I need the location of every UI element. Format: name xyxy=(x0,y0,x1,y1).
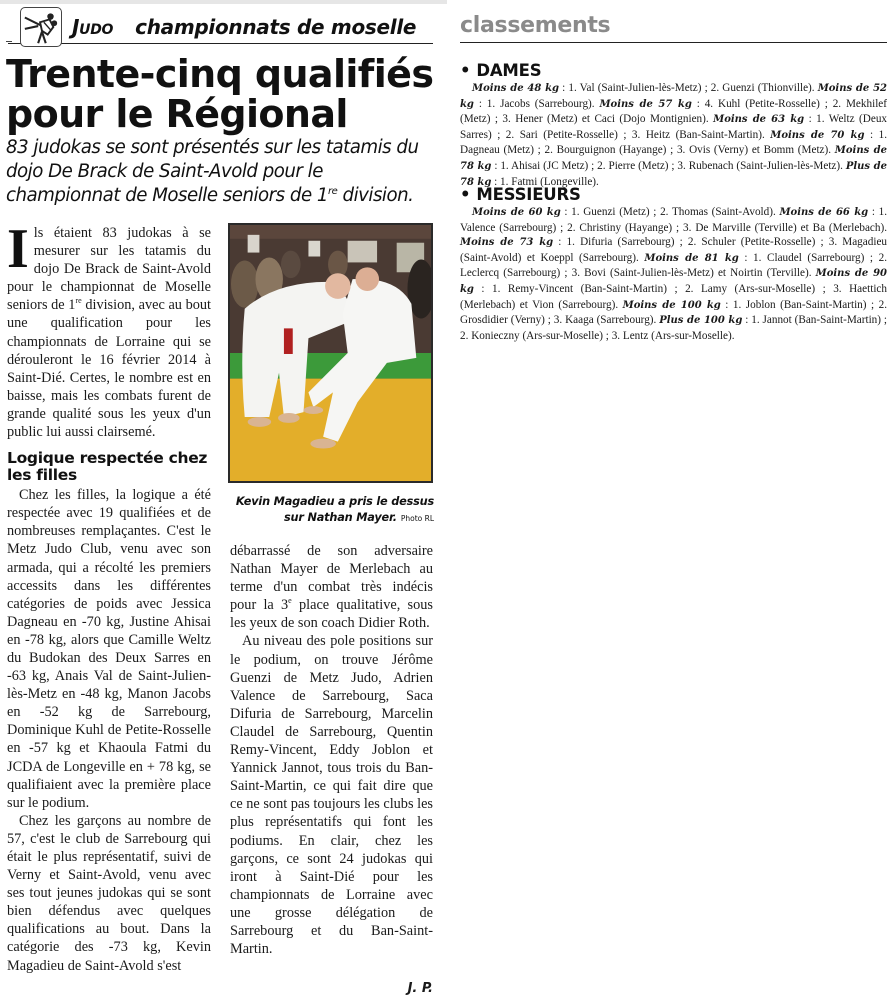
category-results: : 1. Val (Saint-Julien-lès-Metz) ; 2. Guenzi (Thionville). xyxy=(559,82,818,94)
weight-category: Moins de 60 kg xyxy=(472,207,561,218)
category-results: : 1. Difuria (Sarrebourg) ; 2. Schuler (Petite-Rosselle) ; 3. Magadieu (Saint-Avold) et Koeppl (Sarrebourg). xyxy=(460,236,888,264)
weight-category: Moins de 90 kg xyxy=(460,268,887,295)
judo-pictogram-icon xyxy=(20,7,62,47)
intro-paragraph xyxy=(7,218,212,441)
author-signature: J. P. xyxy=(407,981,433,997)
rubric-category: Judo xyxy=(72,15,114,39)
rank-section-dames xyxy=(460,61,887,190)
category-results: : 1. Fatmi (Longeville). xyxy=(491,175,599,188)
weight-category: Moins de 70 kg xyxy=(770,129,865,141)
category-results: : 1. Weltz (Deux Sarres) ; 2. Sari (Petite-Rosselle) ; 3. Heitz (Ban-Saint-Martin). xyxy=(460,113,888,141)
article-column-2 xyxy=(230,542,433,998)
weight-category: Moins de 66 kg xyxy=(779,207,869,218)
category-results: : 1. Jannot (Ban-Saint-Martin) ; 2. Konieczny (Ars-sur-Moselle) ; 3. Lentz (Ars-sur-Moselle). xyxy=(460,314,888,342)
rank-heading xyxy=(460,61,887,81)
bullet-icon: • xyxy=(460,61,471,80)
category-results: : 1. Claudel (Sarrebourg) ; 2. Leclercq (Sarrebourg) ; 3. Bovi (Saint-Julien-lès-Metz) et Noirtin (Terville). xyxy=(460,251,887,280)
article-column-1 xyxy=(7,218,212,975)
category-results: : 4. Kuhl (Petite-Rosselle) ; 2. Mekhilef (Metz) ; 3. Hener (Metz) et Caci (Dojo Montignien). xyxy=(460,97,887,126)
weight-category: Moins de 78 kg xyxy=(460,145,887,172)
rank-body xyxy=(460,205,887,343)
paragraph-podium: Au niveau des pole positions sur le podium, on trouve Jérôme Guenzi de Metz Judo, Adrien Valence de Sarrebourg, Saca Difuria de Sarrebourg, Marcelin Claudel de Sarrebourg, Quentin Remy-Vincent, Eddy Joblon et Yannick Jannot, tous trois du Ban-Saint-Martin, ce qui fait dire que ce ne sont pas toujours les clubs les plus représentatifs qui font les podiums. En clair, chez les garçons, ce sont 24 judokas qui iront à Saint-Dié pour les championnats de Lorraine avec une grosse délégation de Sarrebourg et du Ban-Saint-Martin. xyxy=(230,633,433,958)
weight-category: Moins de 48 kg xyxy=(472,83,560,94)
dropcap: I xyxy=(7,218,29,280)
rubric-title xyxy=(72,15,416,39)
weight-category: Moins de 81 kg xyxy=(644,252,739,264)
rank-heading-text: DAMES xyxy=(476,61,542,80)
caption-text: Kevin Magadieu a pris le dessus sur Nathan Mayer. xyxy=(235,495,434,524)
category-results: : 1. Ahisai (JC Metz) ; 2. Pierre (Metz) ; 3. Rubenach (Saint-Julien-lès-Metz). xyxy=(491,159,846,172)
photo-credit: Photo RL xyxy=(400,514,434,523)
category-results: : 1. Valence (Sarrebourg) ; 2. Christiny (Hayange) ; 3. De Marville (Terville) et Ba (Merlebach). xyxy=(460,206,887,234)
weight-category: Plus de 100 kg xyxy=(659,315,743,327)
judo-photo xyxy=(228,223,433,483)
subhead-text-end: division. xyxy=(337,185,414,206)
paragraph-filles: Chez les filles, la logique a été respectée avec 19 qualifiées et de nombreuses remplaçantes. C'est le Metz Judo Club, venu avec son armada, qui a récolté les premiers accessits dans les différentes catégories de poids avec Jessica Dagneau en -70 kg, Justine Ahisai en -78 kg, alors que Camille Weltz du Budokan des Deux Sarres en -63 kg, Anais Val de Saint-Julien-lès-Metz en -48 kg, Manon Jacobs en -52 kg de Sarrebourg, Dominique Kuhl de Petite-Rosselle en -57 kg et Khaoula Fatmi du JCDA de Longeville en + 78 kg, se qualifiaient avec la première place sur le podium. xyxy=(7,487,211,811)
photo-illustration xyxy=(230,225,431,481)
rank-heading-text: MESSIEURS xyxy=(476,185,581,204)
rubric-header xyxy=(8,4,433,44)
category-results: : 1. Dagneau (Metz) ; 2. Bourguignon (Hayange) ; 3. Ovis (Verny) et Bomm (Metz). xyxy=(460,128,888,157)
category-results: : 1. Remy-Vincent (Ban-Saint-Martin) ; 2. Lamy (Ars-sur-Moselle) ; 3. Haettich (Merlebach) et Vion (Sarrebourg). xyxy=(460,282,887,311)
classements-title: classements xyxy=(460,11,887,43)
paragraph-continuation xyxy=(230,542,433,632)
rank-section-messieurs xyxy=(460,185,887,343)
category-results: : 1. Guenzi (Metz) ; 2. Thomas (Saint-Avold). xyxy=(560,206,780,218)
paragraph-garcons: Chez les garçons au nombre de 57, c'est le club de Sarrebourg qui était le plus représentatif, suivi de Verny et Saint-Avold, venu avec ses tout jeunes judokas qui se sont bien défendus avec quelques qualifications au bout. Dans la catégorie des -73 kg, Kevin Magadieu de Saint-Avold s'est xyxy=(7,812,211,974)
rubric-subtitle: championnats de moselle xyxy=(135,15,417,39)
weight-category: Moins de 63 kg xyxy=(713,114,805,126)
weight-category: Moins de 100 kg xyxy=(622,299,721,311)
weight-category: Moins de 52 kg xyxy=(460,83,887,110)
photo-caption xyxy=(228,494,434,527)
rank-body xyxy=(460,81,887,190)
intro-text: ls étaient 83 judokas à se mesurer sur les tatamis du dojo De Brack de Saint-Avold pour le championnat de Moselle seniors de 1 xyxy=(7,225,211,314)
weight-category: Moins de 73 kg xyxy=(460,237,554,249)
subhead xyxy=(6,136,442,208)
weight-category: Plus de 78 kg xyxy=(460,160,887,188)
intertitle: Logique respectée chez les filles xyxy=(7,449,208,485)
category-results: : 1. Jacobs (Sarrebourg). xyxy=(473,97,600,110)
bullet-icon: • xyxy=(460,185,471,204)
continuation-sup: e xyxy=(288,596,292,606)
weight-category: Moins de 57 kg xyxy=(599,98,692,110)
category-results: : 1. Joblon (Ban-Saint-Martin) ; 2. Grosdidier (Verny) ; 3. Kaaga (Sarrebourg). xyxy=(460,298,887,327)
intro-sup: re xyxy=(75,296,82,306)
continuation-text: débarrassé de son adversaire Nathan Mayer de Merlebach au terme d'un combat très indécis pour la 3 xyxy=(230,543,433,614)
subhead-sup: re xyxy=(328,185,338,197)
continuation-text-end: place qualitative, sous les yeux de son coach Didier Roth. xyxy=(230,597,433,632)
rank-heading xyxy=(460,185,887,205)
headline: Trente-cinq qualifiés pour le Régional xyxy=(6,52,434,136)
subhead-text: 83 judokas se sont présentés sur les tatamis du dojo De Brack de Saint-Avold pour le championnat de Moselle seniors de 1 xyxy=(6,137,419,206)
intro-text-end: division, avec au bout une qualification pour les championnats de Lorraine qui se dérouleront le 16 février 2014 à Saint-Dié. Certes, le nombre est en baisse, mais les combats furent de grande qualité sous les yeux d'un public lui aussi clairsemé. xyxy=(7,297,212,441)
